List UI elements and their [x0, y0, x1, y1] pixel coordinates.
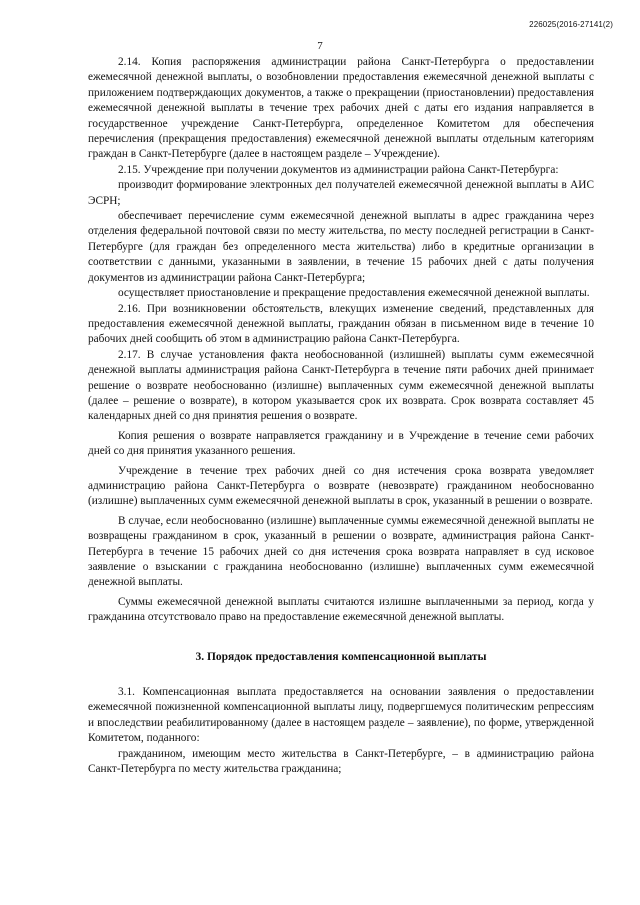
document-id: 226025(2016-27141(2): [529, 20, 613, 29]
paragraph-2-14: 2.14. Копия распоряжения администрации района Санкт-Петербурга о предоставлении ежемесячной денежной выплаты, о возобновлении предоставления ежемесячной денежной выплаты с приложением подтверждающих документов, а также о прекращении (приостановлении) предоставления ежемесячной денежной выплаты в течение трех рабочих дней с даты его издания направляется в государственное учреждение Санкт-Петербурга, определенное Комитетом для обеспечения перечисления (прекращения предоставления) ежемесячной денежной выплаты отдельным категориям граждан в Санкт-Петербурге (далее в настоящем разделе – Учреждение).: [88, 56, 594, 161]
paragraph-2-17-court: В случае, если необоснованно (излишне) выплаченные суммы ежемесячной денежной выплаты не возвращены гражданином в срок, указанный в решении о возврате, администрация района Санкт-Петербурга в течение 15 рабочих дней со дня истечения срока возврата направляет в суд исковое заявление о взыскании с гражданина необоснованно (излишне) выплаченных сумм ежемесячной денежной выплаты.: [88, 514, 594, 589]
paragraph-2-17-overpaid: Суммы ежемесячной денежной выплаты считаются излишне выплаченными за период, когда у гражданина отсутствовало право на предоставление ежемесячной денежной выплаты.: [88, 595, 594, 624]
paragraph-3-1: 3.1. Компенсационная выплата предоставляется на основании заявления о предоставлении ежемесячной пожизненной компенсационной выплаты лицу, подвергшемуся политическим репрессиям и впоследствии реабилитированному (далее в настоящем разделе – заявление), по форме, утвержденной Комитетом, поданного:: [88, 686, 594, 745]
paragraph-2-17-notice: Учреждение в течение трех рабочих дней со дня истечения срока возврата уведомляет администрацию района Санкт-Петербурга о возврате (невозврате) гражданином необоснованно (излишне) выплаченных сумм ежемесячной денежной выплаты в срок, указанный в решении о возврате.: [88, 464, 594, 508]
page-number: 7: [317, 40, 323, 52]
paragraph-2-15-item-1: производит формирование электронных дел получателей ежемесячной денежной выплаты в АИС ЭСРН;: [88, 179, 594, 207]
paragraph-2-15-item-2: обеспечивает перечисление сумм ежемесячной денежной выплаты в адрес гражданина через отделения федеральной почтовой связи по месту жительства, по месту последней регистрации в Санкт-Петербурге (для граждан без определенного места жительства) либо в кредитные организации в соответствии с данными, указанными в заявлении, в течение 15 рабочих дней с даты получения документов из администрации района Санкт-Петербурга;: [88, 210, 594, 284]
paragraph-2-17: 2.17. В случае установления факта необоснованной (излишней) выплаты сумм ежемесячной денежной выплаты администрация района Санкт-Петербурга в течение пяти рабочих дней принимает решение о возврате необоснованно (излишне) выплаченных сумм ежемесячной денежной выплаты (далее – решение о возврате), в котором указывается срок их возврата. Срок возврата составляет 45 календарных дней со дня принятия решения о возврате.: [88, 348, 594, 423]
paragraph-2-16: 2.16. При возникновении обстоятельств, влекущих изменение сведений, представленных для предоставления ежемесячной денежной выплаты, гражданин обязан в письменном виде в течение 10 рабочих дней сообщить об этом в администрацию района Санкт-Петербурга.: [88, 302, 594, 346]
paragraph-2-15: 2.15. Учреждение при получении документов из администрации района Санкт-Петербурга:: [118, 163, 559, 176]
paragraph-2-17-copy: Копия решения о возврате направляется гражданину и в Учреждение в течение семи рабочих дней со дня принятия указанного решения.: [88, 429, 594, 458]
paragraph-3-1-item-1: гражданином, имеющим место жительства в Санкт-Петербурге, – в администрацию района Санкт-Петербурга по месту жительства гражданина;: [88, 747, 594, 776]
section-title: 3. Порядок предоставления компенсационной выплаты: [195, 650, 487, 663]
paragraph-2-15-item-3: осуществляет приостановление и прекращение предоставления ежемесячной денежной выплаты.: [118, 287, 590, 300]
document-body: [88, 55, 594, 777]
